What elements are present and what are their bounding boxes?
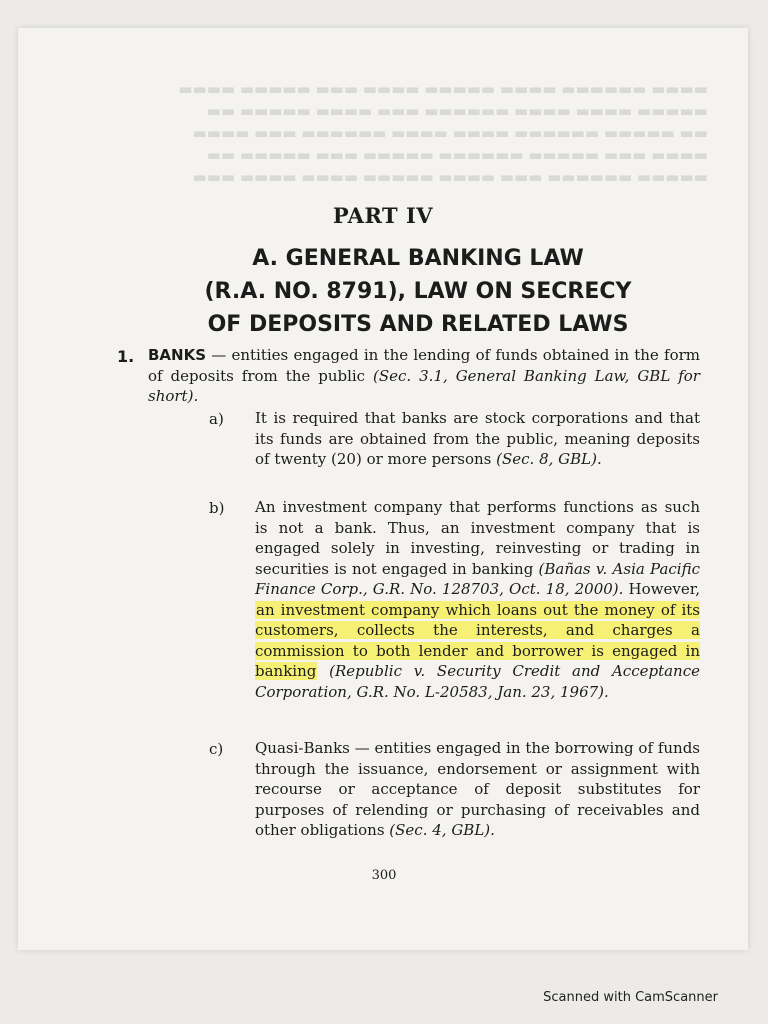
- highlighted-passage: an investment company which loans out the money of its customers, collects the interests, and charges a commission to both lender and borrower is engaged in banking: [255, 600, 700, 680]
- sub-a-text: It is required that banks are stock corporations and that its funds are obtained from the public, meaning deposits of twenty (20) or more persons: [255, 409, 700, 468]
- banks-text: — entities engaged in the lending of funds obtained in the form of deposits from the public: [148, 346, 700, 385]
- sub-c-text: Quasi-Banks — entities engaged in the borrowing of funds through the issuance, endorsement or assignment with recourse or acceptance of deposit substitutes for purposes of relending or purchasing of receivables and other obligations: [255, 739, 700, 839]
- sub-b-ref1: (Bañas v. Asia Pacific Finance Corp., G.R. No. 128703, Oct. 18, 2000).: [255, 559, 700, 598]
- sub-a-ref: (Sec. 8, GBL).: [496, 450, 602, 468]
- sub-item-a: [255, 408, 700, 470]
- sub-c-ref: (Sec. 4, GBL).: [389, 821, 495, 839]
- sub-label-a: a): [209, 410, 224, 428]
- main-title-line: OF DEPOSITS AND RELATED LAWS: [207, 312, 629, 337]
- banks-definition: [148, 345, 700, 407]
- scanner-watermark: Scanned with CamScanner: [543, 990, 718, 1005]
- item-number: 1.: [117, 347, 135, 366]
- sub-b-ref2: (Republic v. Security Credit and Acceptance Corporation, G.R. No. L-20583, Jan. 23, 1967).: [255, 662, 700, 701]
- sub-label-b: b): [209, 499, 225, 517]
- main-title: [138, 242, 698, 341]
- main-title-line: A. GENERAL BANKING LAW: [252, 246, 584, 271]
- sub-b-text1: An investment company that performs functions as such is not a bank. Thus, an investment company that is engaged solely in investing, reinvesting or trading in securities is not engaged in banking: [255, 498, 700, 578]
- sub-item-c: [255, 738, 700, 841]
- sub-item-b: [255, 497, 700, 702]
- page-number: 300: [371, 868, 397, 883]
- banks-term: BANKS: [148, 346, 207, 364]
- banks-ref: (Sec. 3.1, General Banking Law, GBL for short).: [148, 366, 700, 405]
- main-title-line: (R.A. NO. 8791), LAW ON SECRECY: [204, 279, 632, 304]
- sub-b-text2: However,: [623, 580, 700, 598]
- sub-label-c: c): [209, 740, 224, 758]
- part-title: PART IV: [332, 203, 434, 228]
- bleed-through: ▬▬▬▬ ▬▬▬▬▬▬ ▬▬▬▬ ▬▬▬▬▬ ▬▬▬▬ ▬▬▬ ▬▬▬▬▬ ▬▬▬▬ ▬▬▬▬▬ ▬▬▬▬ ▬▬▬▬ ▬▬▬▬▬▬ ▬▬▬ ▬▬▬▬ ▬▬▬▬▬ ▬▬ ▬▬ ▬▬▬▬▬ ▬▬▬▬▬▬ ▬▬▬▬ ▬▬▬▬ ▬▬▬▬▬▬ ▬▬▬ ▬▬▬▬ ▬▬▬▬ ▬▬▬ ▬▬▬▬▬ ▬▬▬▬▬▬ ▬▬▬▬▬ ▬▬▬ ▬▬▬▬▬ ▬▬ ▬▬▬▬▬ ▬▬▬▬▬▬ ▬▬▬ ▬▬▬▬ ▬▬▬▬▬ ▬▬▬▬ ▬▬▬▬ ▬▬▬: [178, 80, 708, 186]
